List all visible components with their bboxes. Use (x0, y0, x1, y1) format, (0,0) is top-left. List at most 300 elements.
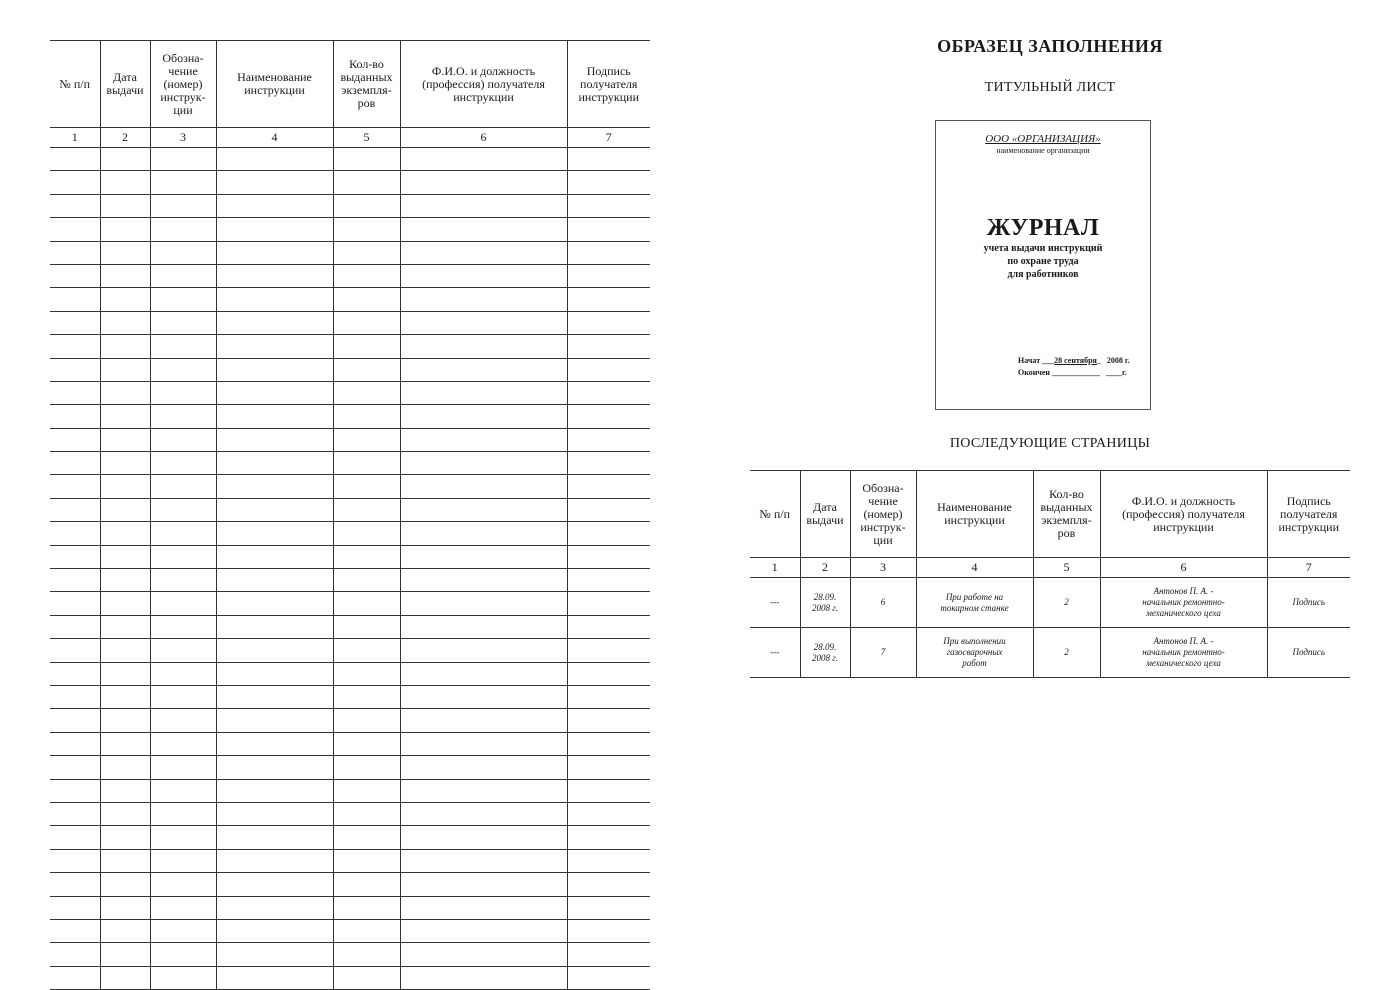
empty-row (50, 826, 650, 849)
empty-row (50, 241, 650, 264)
empty-cell (216, 194, 333, 217)
empty-cell (400, 311, 567, 334)
empty-cell (100, 592, 150, 615)
empty-cell (100, 218, 150, 241)
empty-row (50, 919, 650, 942)
col-number: 6 (400, 128, 567, 148)
empty-cell (50, 826, 100, 849)
empty-cell (567, 545, 650, 568)
empty-cell (150, 264, 216, 287)
empty-cell (567, 148, 650, 171)
title-page-label: ТИТУЛЬНЫЙ ЛИСТ (984, 80, 1116, 95)
empty-cell (150, 966, 216, 989)
empty-row (50, 335, 650, 358)
empty-cell (100, 288, 150, 311)
empty-cell (50, 802, 100, 825)
empty-cell (150, 873, 216, 896)
empty-cell (216, 685, 333, 708)
empty-cell (567, 826, 650, 849)
journal-desc-1: учета выдачи инструкций (983, 243, 1103, 254)
header-row (750, 471, 1350, 558)
empty-cell (333, 264, 400, 287)
empty-cell (216, 943, 333, 966)
empty-cell (333, 849, 400, 872)
empty-cell (333, 826, 400, 849)
row-number: --- (750, 628, 800, 678)
col-number: 1 (50, 128, 100, 148)
empty-cell (150, 405, 216, 428)
empty-row (50, 662, 650, 685)
empty-cell (400, 779, 567, 802)
empty-cell (400, 639, 567, 662)
sample-journal-table (750, 470, 1350, 678)
empty-cell (216, 381, 333, 404)
empty-row (50, 288, 650, 311)
empty-cell (100, 545, 150, 568)
empty-cell (100, 381, 150, 404)
row-number: --- (750, 578, 800, 628)
row-signature: Подпись (1267, 628, 1350, 678)
col-number: 3 (150, 128, 216, 148)
col-header-number: № п/п (750, 471, 800, 558)
empty-cell (400, 756, 567, 779)
empty-cell (50, 779, 100, 802)
col-header-name: Наименование инструкции (916, 471, 1033, 558)
empty-cell (567, 475, 650, 498)
blank-journal-table (50, 40, 650, 990)
empty-row (50, 569, 650, 592)
empty-cell (333, 966, 400, 989)
column-number-row (750, 558, 1350, 578)
empty-cell (50, 358, 100, 381)
empty-row (50, 873, 650, 896)
empty-cell (50, 381, 100, 404)
empty-cell (150, 685, 216, 708)
empty-cell (150, 569, 216, 592)
empty-cell (50, 194, 100, 217)
empty-cell (567, 615, 650, 638)
empty-cell (216, 288, 333, 311)
empty-cell (333, 802, 400, 825)
empty-cell (567, 873, 650, 896)
empty-cell (50, 452, 100, 475)
empty-cell (50, 498, 100, 521)
column-number-row (50, 128, 650, 148)
empty-cell (567, 264, 650, 287)
empty-cell (150, 475, 216, 498)
empty-cell (567, 802, 650, 825)
org-caption: наименование организации (996, 146, 1090, 155)
empty-row (50, 545, 650, 568)
empty-cell (50, 405, 100, 428)
empty-cell (333, 662, 400, 685)
empty-cell (216, 732, 333, 755)
empty-cell (216, 849, 333, 872)
empty-cell (567, 522, 650, 545)
empty-cell (100, 966, 150, 989)
cover-page (935, 120, 1151, 410)
empty-cell (400, 732, 567, 755)
empty-cell (50, 756, 100, 779)
empty-cell (100, 569, 150, 592)
empty-cell (567, 685, 650, 708)
empty-cell (333, 358, 400, 381)
empty-cell (216, 148, 333, 171)
col-header-person: Ф.И.О. и должность (профессия) получателя инструкции (400, 41, 567, 128)
empty-cell (150, 452, 216, 475)
empty-row (50, 709, 650, 732)
empty-cell (100, 896, 150, 919)
empty-row (50, 264, 650, 287)
empty-row (50, 452, 650, 475)
empty-cell (333, 896, 400, 919)
empty-cell (150, 148, 216, 171)
row-code: 7 (850, 628, 916, 678)
empty-cell (216, 966, 333, 989)
empty-cell (150, 662, 216, 685)
empty-row (50, 475, 650, 498)
empty-cell (150, 732, 216, 755)
empty-cell (100, 522, 150, 545)
empty-cell (333, 709, 400, 732)
row-person: Антонов П. А. - начальник ремонтно- механического цеха (1100, 628, 1267, 678)
empty-cell (400, 148, 567, 171)
started-year: 2008 г. (1106, 356, 1130, 365)
col-number: 1 (750, 558, 800, 578)
empty-cell (567, 919, 650, 942)
empty-cell (333, 522, 400, 545)
empty-cell (100, 171, 150, 194)
empty-cell (333, 311, 400, 334)
empty-cell (100, 335, 150, 358)
empty-cell (400, 662, 567, 685)
table-row (750, 628, 1350, 678)
empty-cell (100, 639, 150, 662)
empty-cell (216, 545, 333, 568)
empty-cell (150, 756, 216, 779)
empty-cell (150, 779, 216, 802)
empty-cell (150, 592, 216, 615)
empty-cell (216, 826, 333, 849)
empty-cell (567, 943, 650, 966)
empty-cell (400, 475, 567, 498)
empty-cell (400, 569, 567, 592)
col-number: 4 (916, 558, 1033, 578)
empty-cell (333, 919, 400, 942)
empty-cell (400, 545, 567, 568)
empty-cell (216, 569, 333, 592)
empty-cell (50, 685, 100, 708)
empty-cell (400, 873, 567, 896)
empty-cell (150, 428, 216, 451)
empty-cell (216, 335, 333, 358)
empty-cell (333, 545, 400, 568)
empty-cell (216, 779, 333, 802)
col-header-code: Обозна- чение (номер) инструк- ции (850, 471, 916, 558)
empty-cell (400, 685, 567, 708)
empty-cell (216, 428, 333, 451)
empty-row (50, 849, 650, 872)
empty-cell (100, 779, 150, 802)
empty-row (50, 218, 650, 241)
empty-cell (216, 171, 333, 194)
empty-cell (333, 148, 400, 171)
empty-cell (400, 919, 567, 942)
col-header-person: Ф.И.О. и должность (профессия) получателя инструкции (1100, 471, 1267, 558)
col-number: 3 (850, 558, 916, 578)
row-signature: Подпись (1267, 578, 1350, 628)
empty-row (50, 405, 650, 428)
empty-cell (100, 943, 150, 966)
empty-cell (50, 873, 100, 896)
empty-cell (567, 428, 650, 451)
empty-cell (400, 966, 567, 989)
empty-cell (150, 288, 216, 311)
empty-cell (216, 662, 333, 685)
empty-cell (216, 358, 333, 381)
empty-cell (50, 592, 100, 615)
empty-cell (100, 709, 150, 732)
empty-cell (400, 849, 567, 872)
empty-cell (150, 358, 216, 381)
empty-cell (50, 709, 100, 732)
empty-cell (567, 358, 650, 381)
empty-cell (567, 966, 650, 989)
empty-cell (216, 756, 333, 779)
empty-row (50, 639, 650, 662)
empty-cell (567, 288, 650, 311)
empty-cell (216, 592, 333, 615)
empty-row (50, 779, 650, 802)
empty-cell (567, 381, 650, 404)
row-qty: 2 (1033, 628, 1100, 678)
empty-cell (150, 498, 216, 521)
empty-cell (400, 241, 567, 264)
empty-cell (100, 311, 150, 334)
empty-cell (150, 381, 216, 404)
empty-cell (333, 335, 400, 358)
empty-cell (333, 452, 400, 475)
col-number: 2 (100, 128, 150, 148)
empty-cell (50, 311, 100, 334)
cover-dates: Начат ___28 сентября_ 2008 г. Окончен ____________ ____г. (1018, 356, 1130, 377)
empty-cell (100, 919, 150, 942)
col-number: 4 (216, 128, 333, 148)
org-name: ООО «ОРГАНИЗАЦИЯ» (985, 133, 1101, 145)
empty-cell (50, 522, 100, 545)
empty-cell (100, 662, 150, 685)
empty-row (50, 148, 650, 171)
empty-cell (400, 522, 567, 545)
empty-row (50, 685, 650, 708)
empty-cell (100, 241, 150, 264)
empty-cell (567, 241, 650, 264)
row-name: При работе на токарном станке (916, 578, 1033, 628)
ended-suffix: г. (1122, 368, 1127, 377)
empty-cell (50, 288, 100, 311)
empty-cell (100, 264, 150, 287)
col-header-signature: Подпись получателя инструкции (567, 41, 650, 128)
empty-cell (333, 288, 400, 311)
empty-row (50, 522, 650, 545)
empty-cell (50, 428, 100, 451)
empty-cell (400, 171, 567, 194)
empty-cell (150, 241, 216, 264)
empty-row (50, 615, 650, 638)
empty-cell (100, 498, 150, 521)
empty-cell (400, 405, 567, 428)
empty-cell (50, 218, 100, 241)
empty-cell (567, 498, 650, 521)
empty-row (50, 381, 650, 404)
empty-cell (567, 335, 650, 358)
empty-cell (216, 498, 333, 521)
row-person: Антонов П. А. - начальник ремонтно- механического цеха (1100, 578, 1267, 628)
empty-cell (100, 873, 150, 896)
empty-cell (150, 171, 216, 194)
col-header-signature: Подпись получателя инструкции (1267, 471, 1350, 558)
empty-row (50, 592, 650, 615)
empty-cell (150, 522, 216, 545)
empty-cell (216, 639, 333, 662)
empty-cell (50, 896, 100, 919)
empty-cell (216, 896, 333, 919)
empty-rows (50, 148, 650, 990)
empty-cell (400, 896, 567, 919)
empty-cell (50, 545, 100, 568)
empty-cell (400, 381, 567, 404)
empty-cell (567, 194, 650, 217)
journal-desc-3: для работников (1007, 269, 1079, 280)
empty-cell (100, 756, 150, 779)
empty-cell (100, 826, 150, 849)
empty-cell (50, 639, 100, 662)
empty-cell (400, 452, 567, 475)
empty-cell (567, 779, 650, 802)
empty-cell (50, 662, 100, 685)
col-number: 7 (1267, 558, 1350, 578)
empty-cell (100, 615, 150, 638)
col-number: 5 (1033, 558, 1100, 578)
empty-cell (333, 475, 400, 498)
col-header-qty: Кол-во выданных экземпля- ров (1033, 471, 1100, 558)
empty-cell (216, 802, 333, 825)
empty-cell (50, 171, 100, 194)
empty-cell (50, 849, 100, 872)
empty-row (50, 498, 650, 521)
row-name: При выполнении газосварочных работ (916, 628, 1033, 678)
empty-cell (216, 475, 333, 498)
next-pages-label: ПОСЛЕДУЮЩИЕ СТРАНИЦЫ (949, 436, 1151, 451)
empty-cell (150, 311, 216, 334)
empty-cell (567, 569, 650, 592)
empty-cell (150, 709, 216, 732)
journal-desc-2: по охране труда (1007, 256, 1079, 267)
empty-cell (100, 452, 150, 475)
empty-cell (567, 709, 650, 732)
started-label: Начат (1018, 356, 1041, 365)
empty-cell (216, 405, 333, 428)
empty-row (50, 802, 650, 825)
empty-cell (100, 475, 150, 498)
empty-cell (333, 756, 400, 779)
empty-cell (216, 873, 333, 896)
empty-cell (333, 498, 400, 521)
empty-cell (150, 218, 216, 241)
empty-cell (150, 919, 216, 942)
empty-cell (100, 148, 150, 171)
empty-cell (216, 709, 333, 732)
empty-cell (50, 241, 100, 264)
empty-cell (333, 873, 400, 896)
empty-cell (150, 802, 216, 825)
empty-cell (216, 311, 333, 334)
row-date: 28.09. 2008 г. (800, 628, 850, 678)
table-row (750, 578, 1350, 628)
col-header-date: Дата выдачи (800, 471, 850, 558)
empty-cell (567, 218, 650, 241)
empty-cell (400, 335, 567, 358)
empty-cell (100, 358, 150, 381)
empty-cell (333, 569, 400, 592)
empty-cell (567, 896, 650, 919)
empty-cell (400, 264, 567, 287)
empty-cell (100, 405, 150, 428)
empty-cell (50, 732, 100, 755)
empty-cell (150, 943, 216, 966)
empty-cell (333, 779, 400, 802)
row-qty: 2 (1033, 578, 1100, 628)
empty-cell (216, 919, 333, 942)
col-header-name: Наименование инструкции (216, 41, 333, 128)
empty-cell (150, 896, 216, 919)
empty-cell (150, 826, 216, 849)
empty-cell (333, 218, 400, 241)
empty-cell (150, 194, 216, 217)
empty-cell (567, 662, 650, 685)
empty-cell (100, 849, 150, 872)
empty-cell (50, 335, 100, 358)
empty-cell (150, 615, 216, 638)
empty-cell (333, 639, 400, 662)
empty-cell (400, 428, 567, 451)
empty-cell (216, 241, 333, 264)
empty-cell (400, 288, 567, 311)
empty-cell (333, 943, 400, 966)
col-number: 6 (1100, 558, 1267, 578)
row-date: 28.09. 2008 г. (800, 578, 850, 628)
journal-title: ЖУРНАЛ (986, 215, 1100, 241)
col-number: 5 (333, 128, 400, 148)
empty-cell (50, 966, 100, 989)
empty-cell (50, 148, 100, 171)
sample-heading: ОБРАЗЕЦ ЗАПОЛНЕНИЯ (937, 36, 1163, 56)
empty-cell (567, 171, 650, 194)
empty-row (50, 966, 650, 989)
empty-cell (333, 381, 400, 404)
empty-cell (150, 849, 216, 872)
empty-cell (216, 218, 333, 241)
empty-cell (400, 615, 567, 638)
empty-cell (333, 171, 400, 194)
empty-cell (333, 241, 400, 264)
started-date: 28 сентября (1054, 356, 1097, 365)
header-row (50, 41, 650, 128)
empty-cell (400, 592, 567, 615)
empty-cell (333, 592, 400, 615)
empty-cell (50, 943, 100, 966)
empty-cell (400, 826, 567, 849)
